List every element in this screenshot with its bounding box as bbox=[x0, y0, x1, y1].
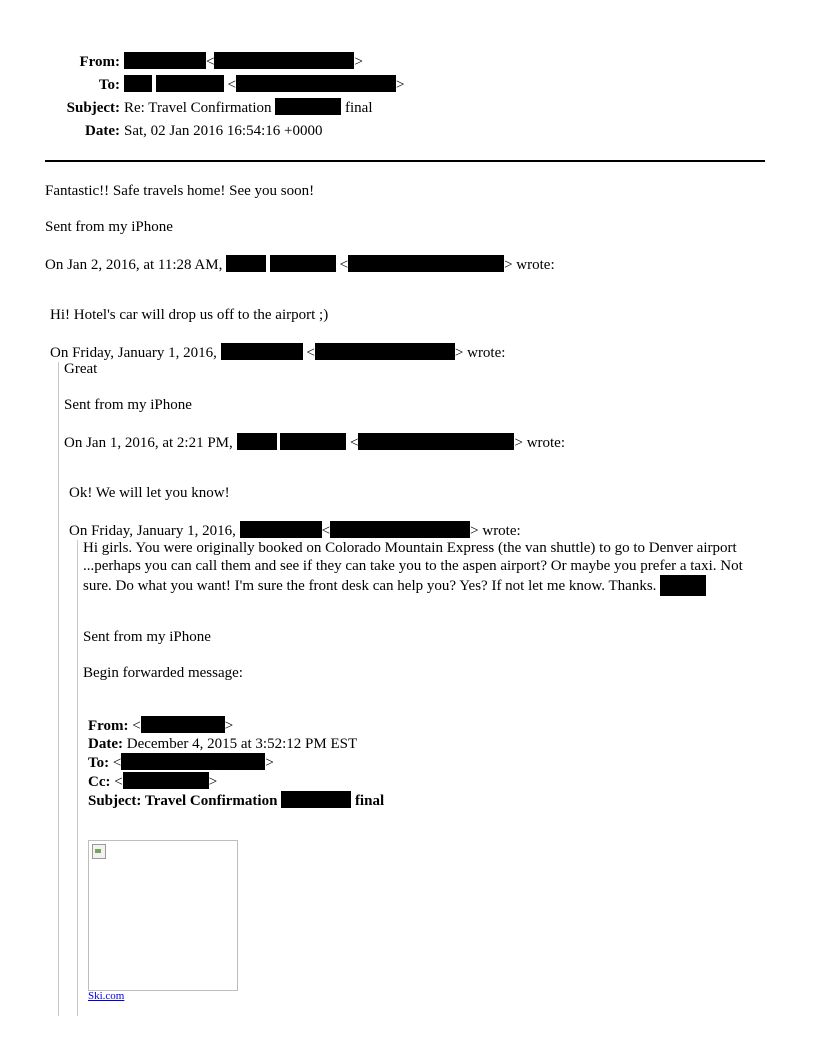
quote-bar-level-1 bbox=[58, 362, 59, 1016]
header-to-row bbox=[45, 74, 404, 97]
redacted-email bbox=[121, 753, 265, 770]
forwarded-from-row: From: < > bbox=[88, 718, 234, 734]
reply2-attribution: On Friday, January 1, 2016, < > wrote: bbox=[50, 345, 506, 361]
reply1-attribution: On Jan 2, 2016, at 11:28 AM, < > wrote: bbox=[45, 257, 555, 273]
redacted-name bbox=[156, 75, 224, 92]
redacted-name bbox=[270, 255, 336, 272]
redacted-name bbox=[124, 75, 152, 92]
date-label: Date: bbox=[85, 123, 120, 139]
forward-intro: Begin forwarded message: bbox=[83, 665, 243, 681]
redacted-text bbox=[281, 791, 351, 808]
reply2-text: Hi! Hotel's car will drop us off to the airport ;) bbox=[50, 307, 329, 323]
reply1-signature: Sent from my iPhone bbox=[45, 219, 173, 235]
broken-image-icon bbox=[92, 844, 106, 859]
redacted-email bbox=[141, 716, 225, 733]
forwarded-subject-row: Subject: Travel Confirmation final bbox=[88, 793, 385, 809]
quote-bar-level-2 bbox=[77, 540, 78, 1016]
redacted-email bbox=[330, 521, 470, 538]
to-value: < > bbox=[124, 74, 404, 97]
forwarded-to-row: To: < > bbox=[88, 755, 274, 771]
redacted-email bbox=[315, 343, 455, 360]
to-label: To: bbox=[98, 77, 120, 93]
header-from-row bbox=[45, 51, 404, 74]
forwarded-cc-row: Cc: < > bbox=[88, 774, 218, 790]
forwarded-header bbox=[88, 716, 384, 810]
redacted-signature bbox=[660, 575, 706, 596]
redacted-name bbox=[240, 521, 322, 538]
ski-com-link[interactable]: Ski.com bbox=[88, 990, 125, 1002]
redacted-email bbox=[236, 75, 396, 92]
header-date-row bbox=[45, 120, 404, 143]
header-divider bbox=[45, 160, 765, 162]
reply3-signature: Sent from my iPhone bbox=[64, 397, 192, 413]
redacted-email bbox=[358, 433, 514, 450]
image-placeholder bbox=[88, 840, 238, 991]
redacted-email bbox=[348, 255, 504, 272]
message-signature: Sent from my iPhone bbox=[83, 629, 211, 645]
subject-label: Subject: bbox=[66, 100, 120, 116]
reply3-text: Great bbox=[64, 361, 98, 377]
redacted-name bbox=[237, 433, 277, 450]
redacted-name bbox=[221, 343, 303, 360]
reply4-attribution: On Friday, January 1, 2016, < > wrote: bbox=[69, 523, 521, 539]
redacted-email bbox=[214, 52, 354, 69]
from-label: From: bbox=[79, 54, 120, 70]
subject-value: Re: Travel Confirmation final bbox=[124, 100, 373, 116]
redacted-text bbox=[275, 98, 341, 115]
reply3-attribution: On Jan 1, 2016, at 2:21 PM, < > wrote: bbox=[64, 435, 566, 451]
message-body: Hi girls. You were originally booked on Colorado Mountain Express (the van shuttle) to go to Denver airport ...perhaps you can call them and see if they can take you to the aspen airport? Or maybe you prefer a taxi. Not sure. Do what you want! I'm sure the front desk can help you? Yes? If not let me know. Thanks. bbox=[83, 540, 743, 594]
redacted-name bbox=[226, 255, 266, 272]
reply4-text: Ok! We will let you know! bbox=[69, 485, 230, 501]
email-header bbox=[45, 51, 404, 143]
forwarded-date-row: Date: December 4, 2015 at 3:52:12 PM EST bbox=[88, 736, 358, 752]
from-value: < > bbox=[124, 51, 363, 74]
redacted-name bbox=[124, 52, 206, 69]
redacted-name bbox=[280, 433, 346, 450]
header-subject-row bbox=[45, 97, 404, 120]
date-value: Sat, 02 Jan 2016 16:54:16 +0000 bbox=[124, 123, 323, 139]
reply1-text: Fantastic!! Safe travels home! See you soon! bbox=[45, 183, 315, 199]
redacted-email bbox=[123, 772, 209, 789]
